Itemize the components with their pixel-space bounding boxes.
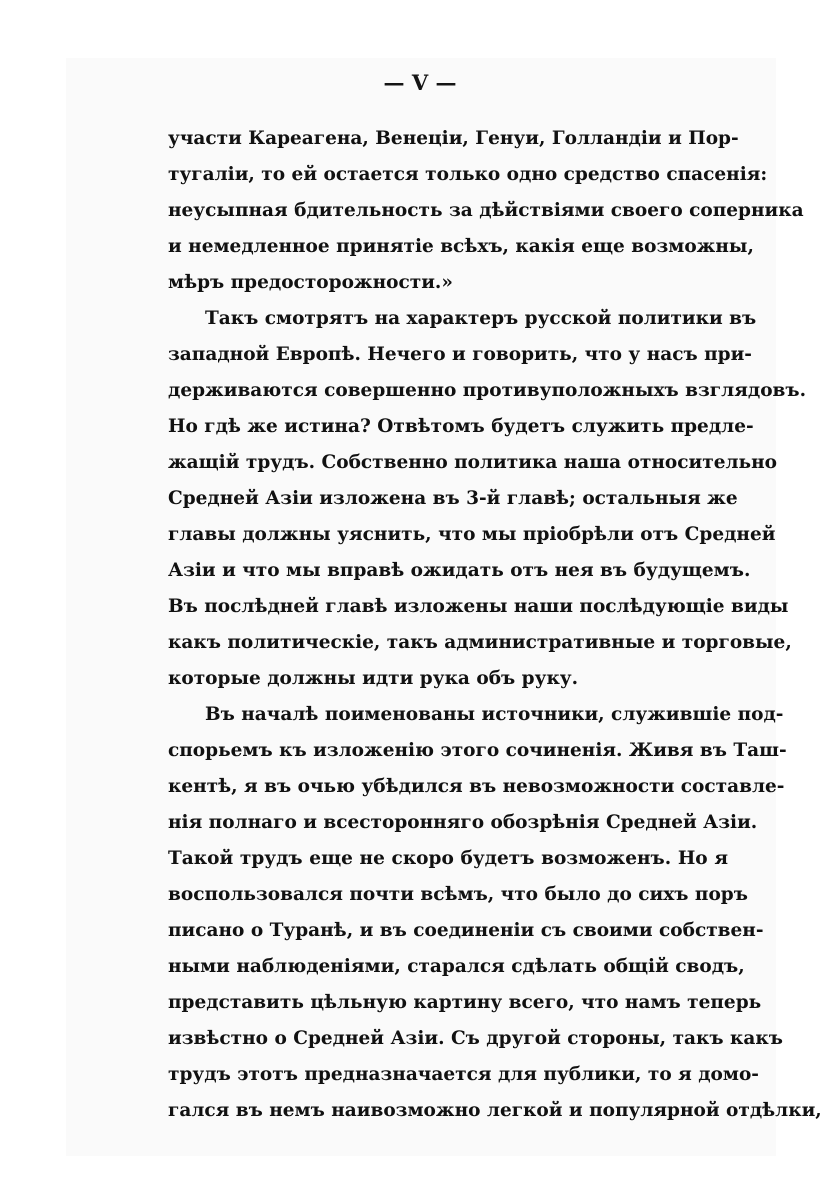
paragraph-2 [168,301,807,697]
paragraph-1 [168,121,804,301]
text-line: кентѣ, я въ очью убѣдился въ невозможности составле- [168,776,785,797]
body-text [168,121,822,1129]
text-line: участи Кареагена, Венеціи, Генуи, Голландіи и Пор- [168,128,739,149]
text-line: и немедленное принятіе всѣхъ, какія еще возможны, [168,236,754,257]
text-line: Такъ смотрятъ на характеръ русской политики въ [205,308,757,329]
text-line: западной Европѣ. Нечего и говорить, что у насъ при- [168,344,752,365]
text-line: какъ политическіе, такъ административные и торговые, [168,632,792,653]
text-line: извѣстно о Средней Азіи. Съ другой стороны, такъ какъ [168,1028,783,1049]
text-line: Азіи и что мы вправѣ ожидать отъ нея въ будущемъ. [168,560,751,581]
text-line: которые должны идти рука объ руку. [168,668,579,689]
text-line: тугаліи, то ей остается только одно средство спасенія: [168,164,768,185]
text-line: жащій трудъ. Собственно политика наша относительно [168,452,777,473]
text-line: мѣръ предосторожности.» [168,272,453,293]
text-line: нія полнаго и всесторонняго обозрѣнія Средней Азіи. [168,812,758,833]
paragraph-3 [168,697,822,1129]
page-number: — V — [383,70,457,95]
text-line: Такой трудъ еще не скоро будетъ возможенъ. Но я [168,848,728,869]
text-line: ными наблюденіями, старался сдѣлать общій сводъ, [168,956,745,977]
text-line: спорьемъ къ изложенію этого сочиненія. Живя въ Таш- [168,740,787,761]
text-line: неусыпная бдительность за дѣйствіями своего соперника [168,200,804,221]
text-line: Но гдѣ же истина? Отвѣтомъ будетъ служить предле- [168,416,754,437]
text-line: держиваются совершенно противуположныхъ взглядовъ. [168,380,807,401]
text-line: воспользовался почти всѣмъ, что было до сихъ поръ [168,884,748,905]
text-line: представить цѣльную картину всего, что намъ теперь [168,992,762,1013]
text-line: Въ началѣ поименованы источники, служившіе под- [205,704,784,725]
text-line: трудъ этотъ предназначается для публики, то я домо- [168,1064,759,1085]
text-line: гался въ немъ наивозможно легкой и популярной отдѣлки, [168,1100,822,1121]
text-line: Средней Азіи изложена въ 3-й главѣ; остальныя же [168,488,738,509]
text-line: Въ послѣдней главѣ изложены наши послѣдующіе виды [168,596,789,617]
text-line: писано о Туранѣ, и въ соединеніи съ своими собствен- [168,920,764,941]
text-line: главы должны уяснить, что мы пріобрѣли отъ Средней [168,524,776,545]
